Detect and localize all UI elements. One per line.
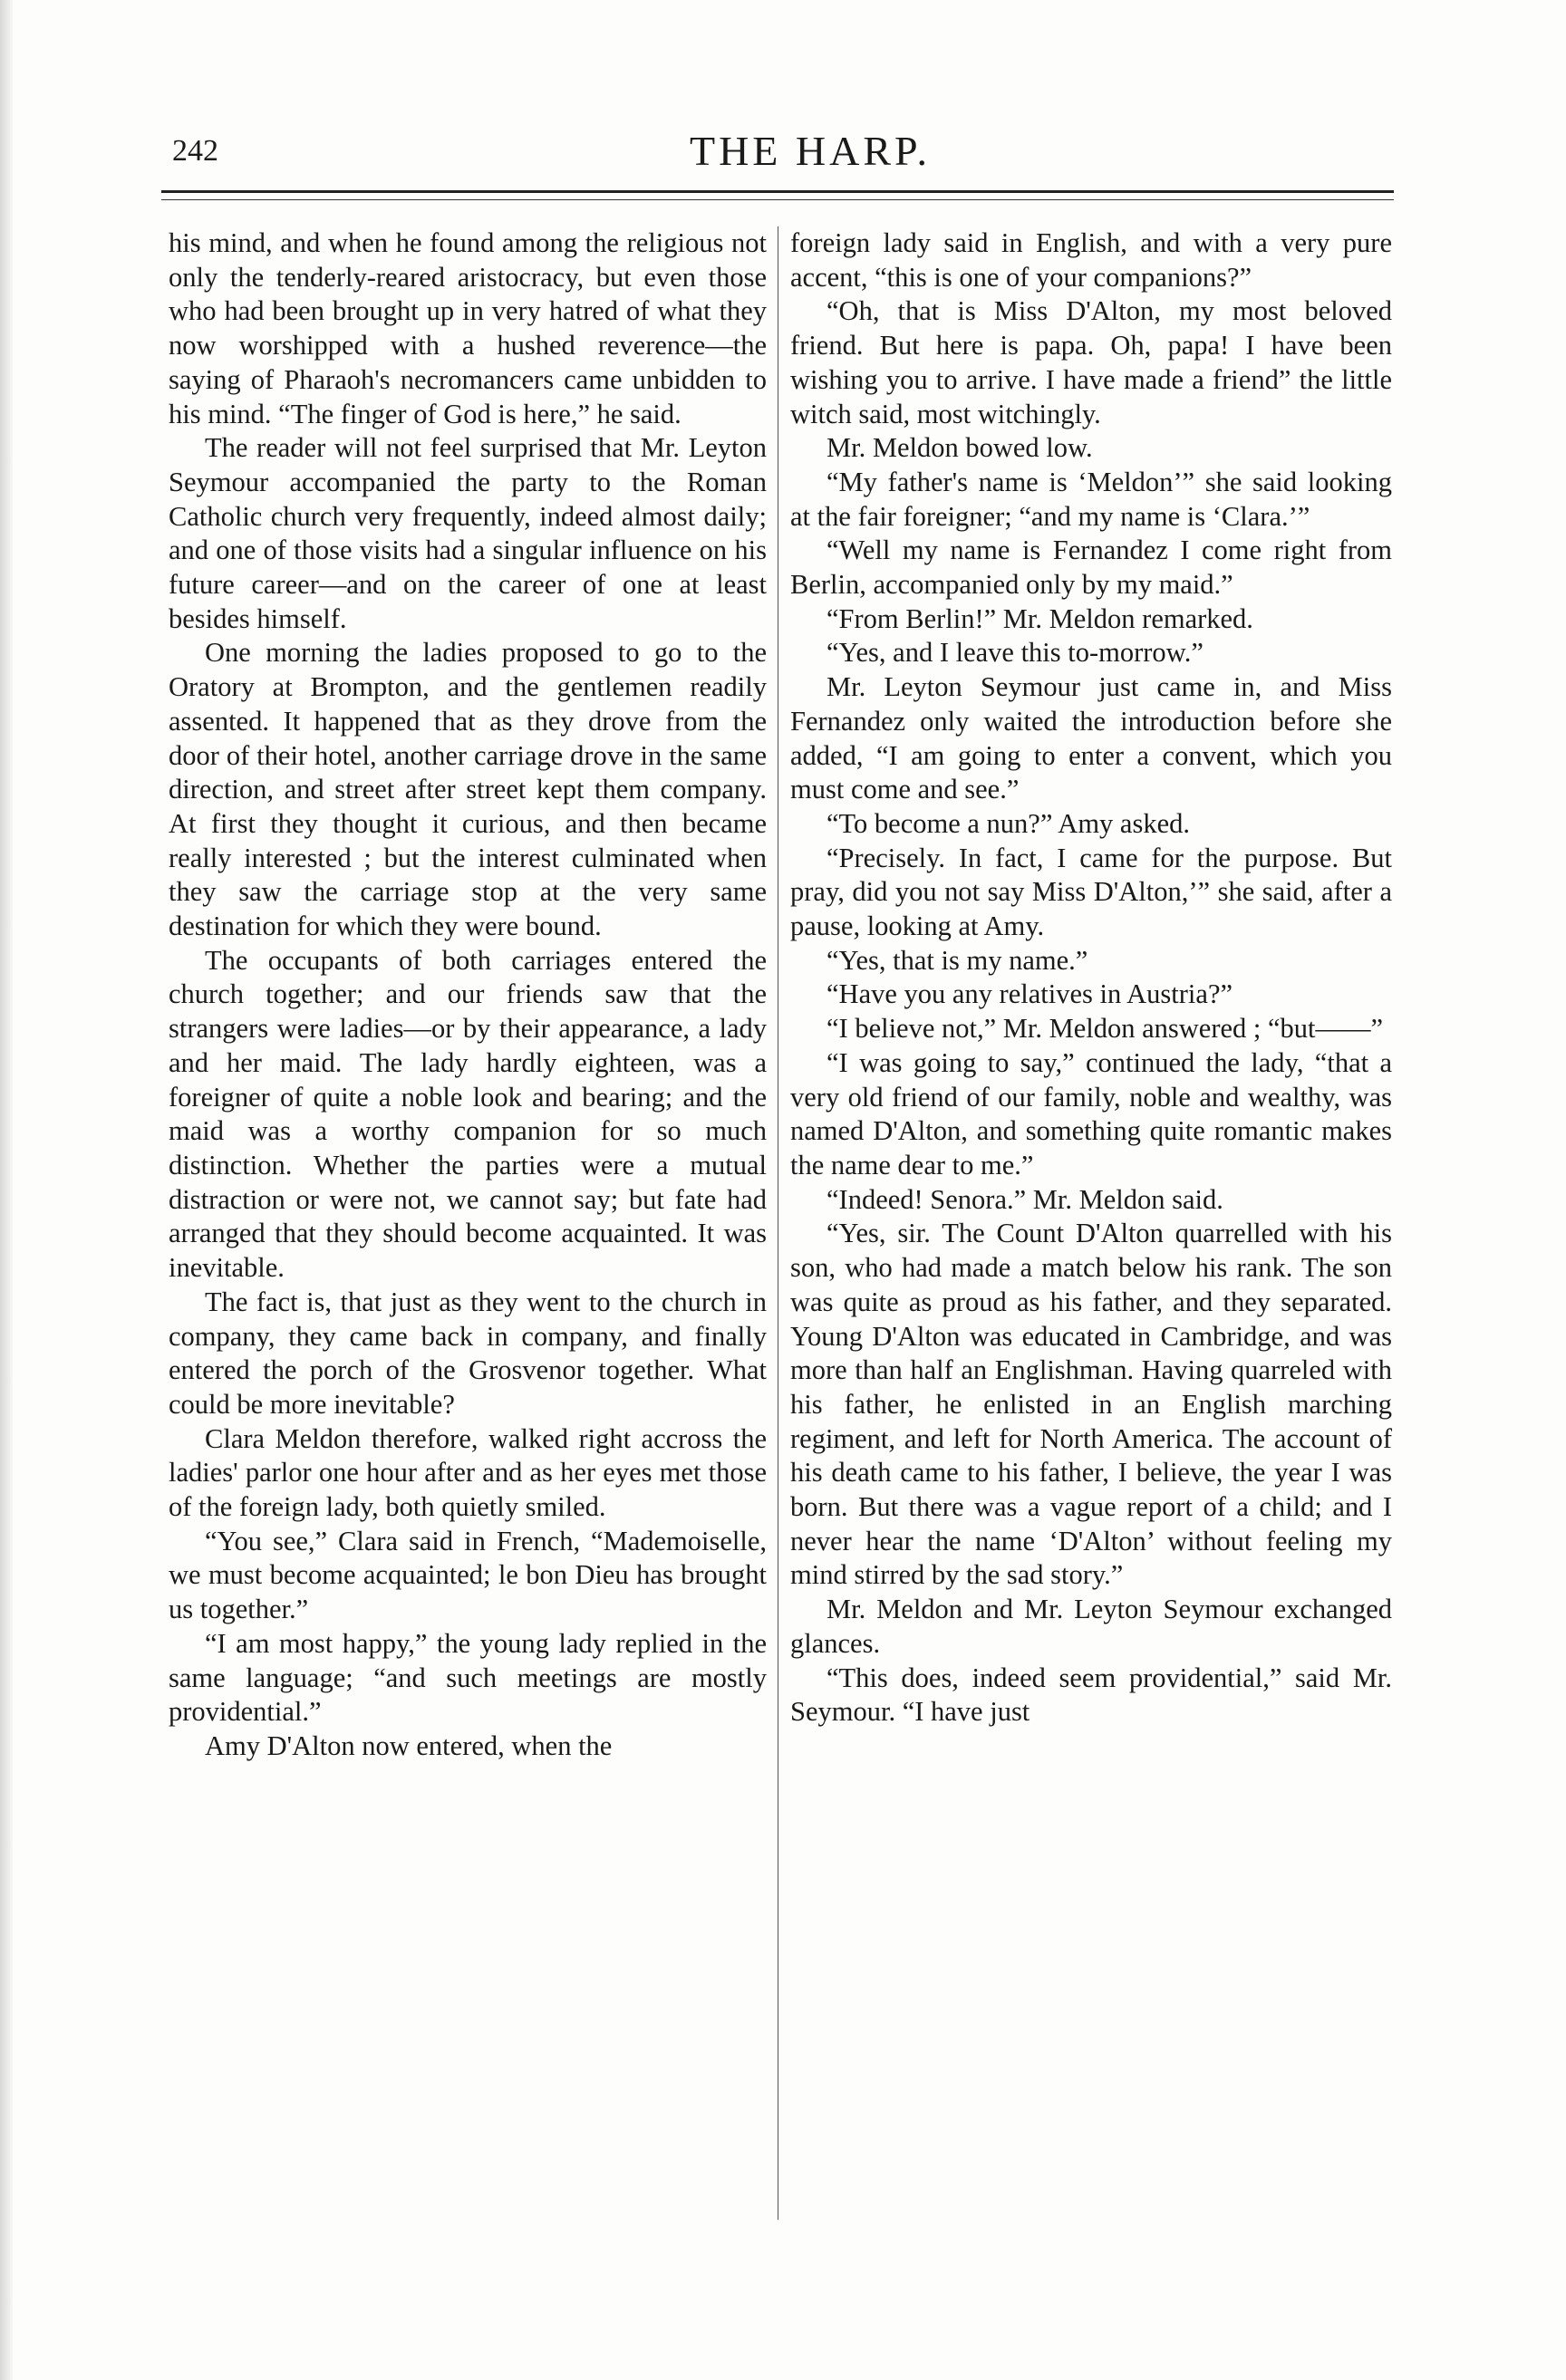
paragraph: “To become a nun?” Amy asked. — [826, 807, 1190, 839]
paragraph: “My father's name is ‘Meldon’” she said looking at the fair foreigner; “and my name is ‘Clara.’” — [790, 466, 1392, 532]
paragraph: “Well my name is Fernandez I come right from Berlin, accompanied only by my maid.” — [790, 535, 1392, 601]
paragraph: “Yes, sir. The Count D'Alton quarrelled with his son, who had made a match below his rank. The son was quite as proud as his father, and they separated. Young D'Alton was educated in Cambridge, and was more than half an Englishman. Having quarreled with his father, he enlisted in an English marching regiment, and left for North America. The account of his death came to his father, I believe, the year I was born. But there was a vague report of a child; and I never hear the name ‘D'Alton’ without feeling my mind stirred by the sad story.” — [790, 1218, 1392, 1591]
paragraph: “Oh, that is Miss D'Alton, my most beloved friend. But here is papa. Oh, papa! I have been wishing you to arrive. I have made a friend” the little witch said, most witchingly. — [790, 295, 1392, 429]
paragraph: “Indeed! Senora.” Mr. Meldon said. — [826, 1183, 1223, 1215]
paragraph: The reader will not feel surprised that Mr. Leyton Seymour accompanied the party to the Roman Catholic church very frequently, indeed almost daily; and one of those visits had a singular influence on his future career—and on the career of one at least besides himself. — [169, 432, 767, 634]
paragraph: “I believe not,” Mr. Meldon answered ; “but——” — [826, 1013, 1384, 1045]
paragraph: The occupants of both carriages entered the church together; and our friends saw that the strangers were ladies—or by their appearance, a lady and her maid. The lady hardly eighteen, was a foreigner of quite a noble look and bearing; and the maid was a worthy companion for so much distinction. Whether the parties were a mutual distraction or were not, we cannot say; but fate had arranged that they should become acquainted. It was inevitable. — [169, 944, 767, 1284]
paragraph: Mr. Meldon and Mr. Leyton Seymour exchanged glances. — [790, 1594, 1392, 1659]
paragraph: “Have you any relatives in Austria?” — [826, 978, 1233, 1010]
paragraph: Mr. Meldon bowed low. — [826, 432, 1093, 464]
paragraph: “Yes, and I leave this to-morrow.” — [826, 637, 1204, 669]
right-column — [790, 226, 1392, 1730]
paragraph: The fact is, that just as they went to the church in company, they came back in company, and finally entered the porch of the Grosvenor together. What could be more inevitable? — [169, 1286, 767, 1420]
scan-edge — [0, 0, 13, 2380]
paragraph: “Precisely. In fact, I came for the purpose. But pray, did you not say Miss D'Alton,’” she said, after a pause, looking at Amy. — [790, 842, 1392, 942]
paragraph: his mind, and when he found among the religious not only the tenderly-reared aristocracy, but even those who had been brought up in very hatred of what they now worshipped with a hushed reverence—the saying of Pharaoh's necromancers came unbidden to his mind. “The finger of God is here,” he said. — [169, 227, 767, 429]
paragraph: “Yes, that is my name.” — [826, 944, 1088, 976]
paragraph: foreign lady said in English, and with a very pure accent, “this is one of your companions?” — [790, 227, 1392, 293]
paragraph: “This does, indeed seem providential,” said Mr. Seymour. “I have just — [790, 1662, 1392, 1728]
paragraph: “You see,” Clara said in French, “Mademoiselle, we must become acquainted; le bon Dieu has brought us together.” — [169, 1525, 767, 1625]
paragraph: Mr. Leyton Seymour just came in, and Miss Fernandez only waited the introduction before she added, “I am going to enter a convent, which you must come and see.” — [790, 671, 1392, 805]
paragraph: “I am most happy,” the young lady replied in the same language; “and such meetings are mostly providential.” — [169, 1627, 767, 1728]
paragraph: Amy D'Alton now entered, when the — [205, 1730, 613, 1761]
paragraph: Clara Meldon therefore, walked right accross the ladies' parlor one hour after and as her eyes met those of the foreign lady, both quietly smiled. — [169, 1422, 767, 1523]
paragraph: “From Berlin!” Mr. Meldon remarked. — [826, 602, 1253, 634]
paragraph: “I was going to say,” continued the lady, “that a very old friend of our family, noble and wealthy, was named D'Alton, and something quite romantic makes the name dear to me.” — [790, 1046, 1392, 1180]
left-column — [169, 226, 767, 1764]
page-number: 242 — [172, 134, 218, 168]
running-head-title: THE HARP. — [689, 128, 932, 174]
paragraph: One morning the ladies proposed to go to the Oratory at Brompton, and the gentlemen readily assented. It happened that as they drove from the door of their hotel, another carriage drove in the same direction, and street after street kept them company. At first they thought it curious, and then became really interested ; but the interest culminated when they saw the carriage stop at the very same destination for which they were bound. — [169, 637, 767, 942]
header-rule-thick — [161, 190, 1394, 193]
header-rule-thin — [161, 199, 1394, 200]
